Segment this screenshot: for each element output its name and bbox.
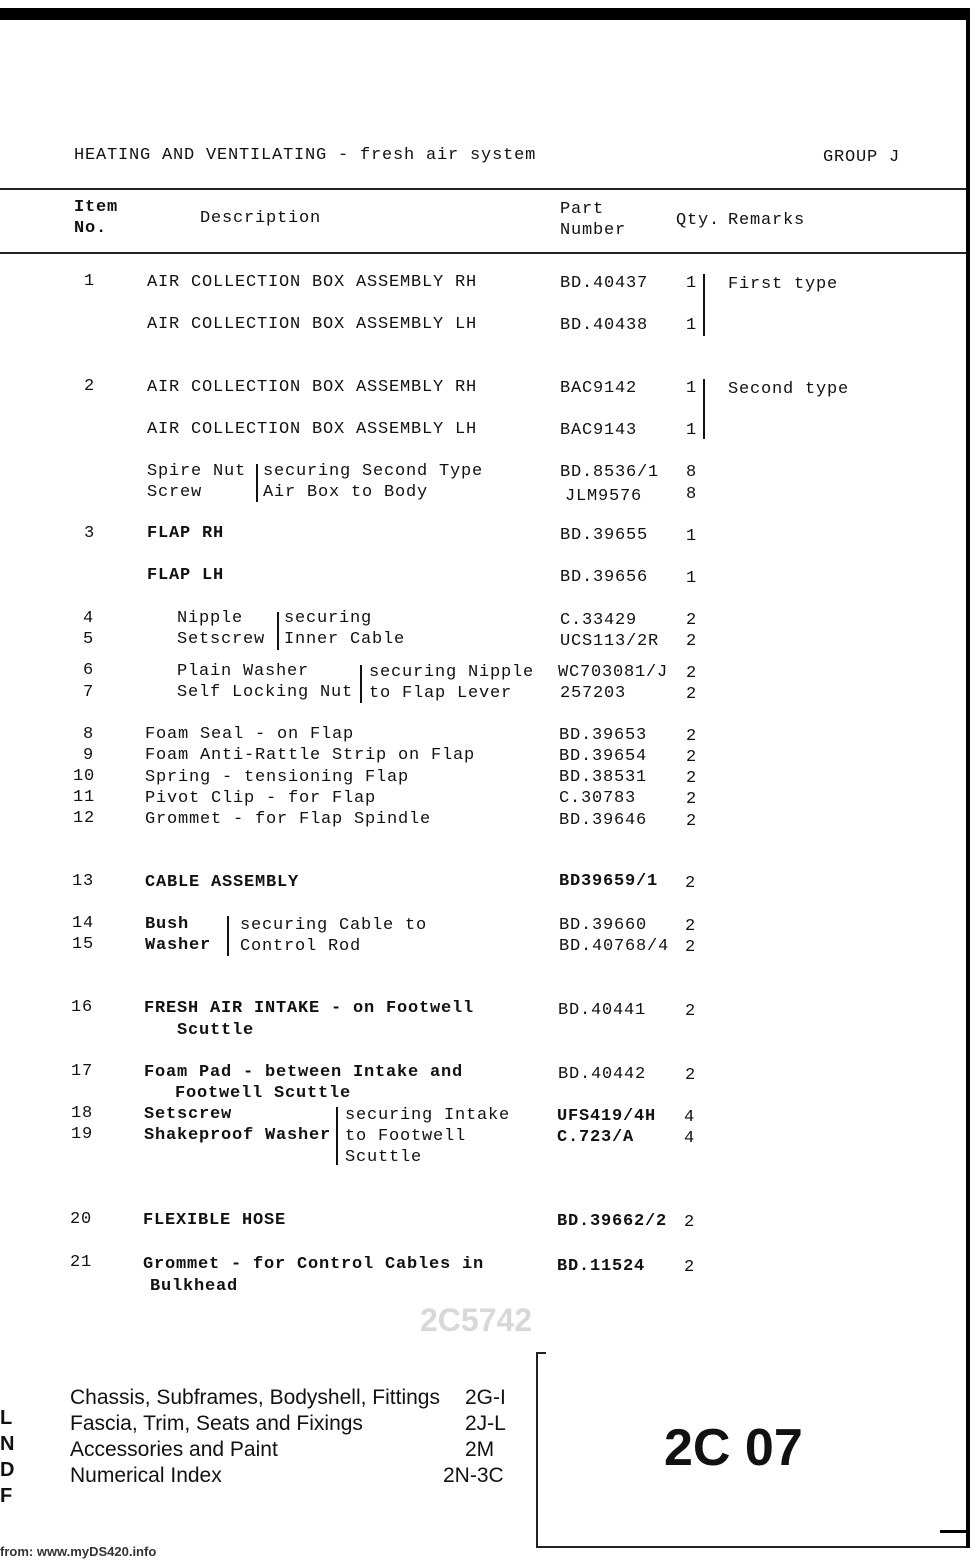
- quantity: 1: [686, 379, 698, 398]
- part-number: BD39659/1: [559, 872, 659, 891]
- part-number: BD.40442: [558, 1065, 647, 1084]
- part-number: BD.39655: [560, 526, 649, 545]
- fixing-note: to Flap Lever: [369, 684, 513, 703]
- remark-first-type: First type: [728, 275, 839, 294]
- fixing-brace: [277, 612, 279, 650]
- side-letter: D: [0, 1459, 15, 1481]
- part-number: BD.39654: [559, 747, 648, 766]
- quantity: 2: [685, 874, 697, 893]
- item-number: 9: [83, 746, 95, 765]
- part-number: WC703081/J: [558, 663, 669, 682]
- part-description: Grommet - for Control Cables in: [143, 1255, 485, 1274]
- index-code: 2J-L: [465, 1412, 506, 1435]
- fixing-note: securing: [284, 609, 373, 628]
- remark-second-type: Second type: [728, 380, 850, 399]
- quantity: 1: [686, 421, 698, 440]
- quantity: 4: [684, 1108, 696, 1127]
- part-number: BAC9142: [560, 379, 638, 398]
- item-number: 10: [73, 767, 96, 786]
- part-description: Spring - tensioning Flap: [145, 768, 410, 787]
- item-number: 8: [83, 725, 95, 744]
- quantity: 2: [686, 790, 698, 809]
- fixing-brace: [227, 916, 229, 956]
- part-description: CABLE ASSEMBLY: [145, 873, 300, 892]
- quantity: 2: [685, 1066, 697, 1085]
- index-code: 2M: [465, 1438, 495, 1461]
- fixing-note: Air Box to Body: [263, 483, 429, 502]
- part-number: C.33429: [560, 611, 638, 630]
- fixing-note: securing Cable to: [240, 916, 428, 935]
- quantity: 2: [685, 917, 697, 936]
- item-number: 14: [72, 914, 95, 933]
- part-number: BD.40768/4: [559, 937, 670, 956]
- part-description: Bush: [145, 915, 190, 934]
- part-number: BD.39662/2: [557, 1212, 668, 1231]
- col-remarks: Remarks: [728, 211, 806, 230]
- source-url: from: www.myDS420.info: [0, 1544, 157, 1559]
- item-number: 16: [71, 998, 94, 1017]
- col-part-line1: Part: [560, 200, 605, 219]
- side-letters: [0, 1405, 14, 1509]
- quantity: 2: [686, 812, 698, 831]
- part-description-cont: Footwell Scuttle: [175, 1084, 352, 1103]
- part-description: Plain Washer: [177, 662, 310, 681]
- side-letter: L: [0, 1407, 13, 1429]
- corner-mark: [940, 1530, 970, 1533]
- item-number: 5: [83, 630, 95, 649]
- card-frame-bottom: [536, 1546, 966, 1548]
- part-number: BD.40441: [558, 1001, 647, 1020]
- quantity: 2: [686, 685, 698, 704]
- part-description: AIR COLLECTION BOX ASSEMBLY RH: [147, 273, 478, 292]
- quantity: 2: [686, 727, 698, 746]
- item-number: 1: [84, 272, 96, 291]
- item-number: 15: [72, 935, 95, 954]
- part-number: BD.39656: [560, 568, 649, 587]
- quantity: 2: [686, 769, 698, 788]
- part-description: FLAP RH: [147, 524, 225, 543]
- item-number: 4: [83, 609, 95, 628]
- side-letter: F: [0, 1485, 13, 1507]
- part-number: 257203: [560, 684, 627, 703]
- col-part-line2: Number: [560, 221, 627, 240]
- index-code: 2G-I: [465, 1386, 506, 1409]
- part-description: Pivot Clip - for Flap: [145, 789, 377, 808]
- remark-brace: [703, 379, 705, 439]
- col-item-line2: No.: [74, 219, 108, 238]
- part-description: AIR COLLECTION BOX ASSEMBLY RH: [147, 378, 478, 397]
- part-description: AIR COLLECTION BOX ASSEMBLY LH: [147, 315, 478, 334]
- fixing-note: to Footwell: [345, 1127, 467, 1146]
- part-number: BD.39653: [559, 726, 648, 745]
- part-description: FLEXIBLE HOSE: [143, 1211, 287, 1230]
- part-number: JLM9576: [565, 487, 643, 506]
- quantity: 2: [684, 1213, 696, 1232]
- part-description: Setscrew: [177, 630, 266, 649]
- fixing-note: securing Intake: [345, 1106, 511, 1125]
- part-number: BD.38531: [559, 768, 648, 787]
- part-description: Setscrew: [144, 1105, 233, 1124]
- quantity: 1: [686, 274, 698, 293]
- part-number: BD.39660: [559, 916, 648, 935]
- item-number: 17: [71, 1062, 94, 1081]
- col-item-line1: Item: [74, 198, 119, 217]
- part-description: Shakeproof Washer: [144, 1126, 332, 1145]
- index-label: Numerical Index: [70, 1464, 222, 1487]
- part-description: Spire Nut: [147, 462, 247, 481]
- fixing-note: securing Nipple: [369, 663, 535, 682]
- right-border: [966, 8, 970, 1548]
- part-number: C.30783: [559, 789, 637, 808]
- fixing-note: Control Rod: [240, 937, 362, 956]
- item-number: 11: [73, 788, 96, 807]
- part-number: BD.11524: [557, 1257, 646, 1276]
- part-number: C.723/A: [557, 1128, 635, 1147]
- top-border: [0, 8, 970, 20]
- item-number: 13: [72, 872, 95, 891]
- page-title: HEATING AND VENTILATING - fresh air system: [74, 146, 537, 165]
- group-label: GROUP J: [823, 148, 901, 167]
- quantity: 2: [685, 1002, 697, 1021]
- part-description: Foam Anti-Rattle Strip on Flap: [145, 746, 476, 765]
- item-number: 21: [70, 1253, 93, 1272]
- fixing-brace: [256, 464, 258, 502]
- fixing-note: securing Second Type: [263, 462, 484, 481]
- quantity: 1: [686, 527, 698, 546]
- col-qty: Qty.: [676, 211, 721, 230]
- quantity: 2: [686, 748, 698, 767]
- part-number: BAC9143: [560, 421, 638, 440]
- index-label: Accessories and Paint: [70, 1438, 278, 1461]
- quantity: 2: [686, 632, 698, 651]
- part-description: Screw: [147, 483, 203, 502]
- side-letter: N: [0, 1433, 15, 1455]
- fixing-note-cont: Scuttle: [345, 1148, 423, 1167]
- part-description: Nipple: [177, 609, 244, 628]
- part-description-cont: Scuttle: [177, 1021, 255, 1040]
- part-number: UCS113/2R: [560, 632, 660, 651]
- item-number: 3: [84, 524, 96, 543]
- index-code: 2N-3C: [443, 1464, 504, 1487]
- header-rule-bottom: [0, 252, 966, 254]
- item-number: 20: [70, 1210, 93, 1229]
- fixing-brace: [336, 1107, 338, 1165]
- fiche-frame-code: 2C 07: [664, 1419, 803, 1477]
- quantity: 2: [684, 1258, 696, 1277]
- part-description: Foam Seal - on Flap: [145, 725, 355, 744]
- item-number: 2: [84, 377, 96, 396]
- quantity: 8: [686, 485, 698, 504]
- quantity: 8: [686, 463, 698, 482]
- header-rule-top: [0, 188, 966, 190]
- item-number: 18: [71, 1104, 94, 1123]
- quantity: 2: [686, 664, 698, 683]
- part-description: FLAP LH: [147, 566, 225, 585]
- quantity: 1: [686, 569, 698, 588]
- card-frame-tick: [536, 1352, 546, 1354]
- part-number: BD.40437: [560, 274, 649, 293]
- part-description: Washer: [145, 936, 212, 955]
- quantity: 2: [686, 611, 698, 630]
- part-number: BD.40438: [560, 316, 649, 335]
- part-description: Foam Pad - between Intake and: [144, 1063, 464, 1082]
- part-description: FRESH AIR INTAKE - on Footwell: [144, 999, 475, 1018]
- item-number: 7: [83, 683, 95, 702]
- card-frame-left: [536, 1352, 538, 1547]
- part-number: UFS419/4H: [557, 1107, 657, 1126]
- part-description-cont: Bulkhead: [150, 1277, 239, 1296]
- fixing-note: Inner Cable: [284, 630, 406, 649]
- faint-stamp: 2C5742: [420, 1302, 533, 1338]
- quantity: 4: [684, 1129, 696, 1148]
- part-number: BD.39646: [559, 811, 648, 830]
- item-number: 19: [71, 1125, 94, 1144]
- part-number: BD.8536/1: [560, 463, 660, 482]
- index-label: Chassis, Subframes, Bodyshell, Fittings: [70, 1386, 440, 1409]
- item-number: 12: [73, 809, 96, 828]
- part-description: AIR COLLECTION BOX ASSEMBLY LH: [147, 420, 478, 439]
- quantity: 1: [686, 316, 698, 335]
- fixing-brace: [360, 665, 362, 703]
- remark-brace: [703, 274, 705, 336]
- part-description: Self Locking Nut: [177, 683, 354, 702]
- col-description: Description: [200, 209, 322, 228]
- quantity: 2: [685, 938, 697, 957]
- item-number: 6: [83, 661, 95, 680]
- index-label: Fascia, Trim, Seats and Fixings: [70, 1412, 363, 1435]
- part-description: Grommet - for Flap Spindle: [145, 810, 432, 829]
